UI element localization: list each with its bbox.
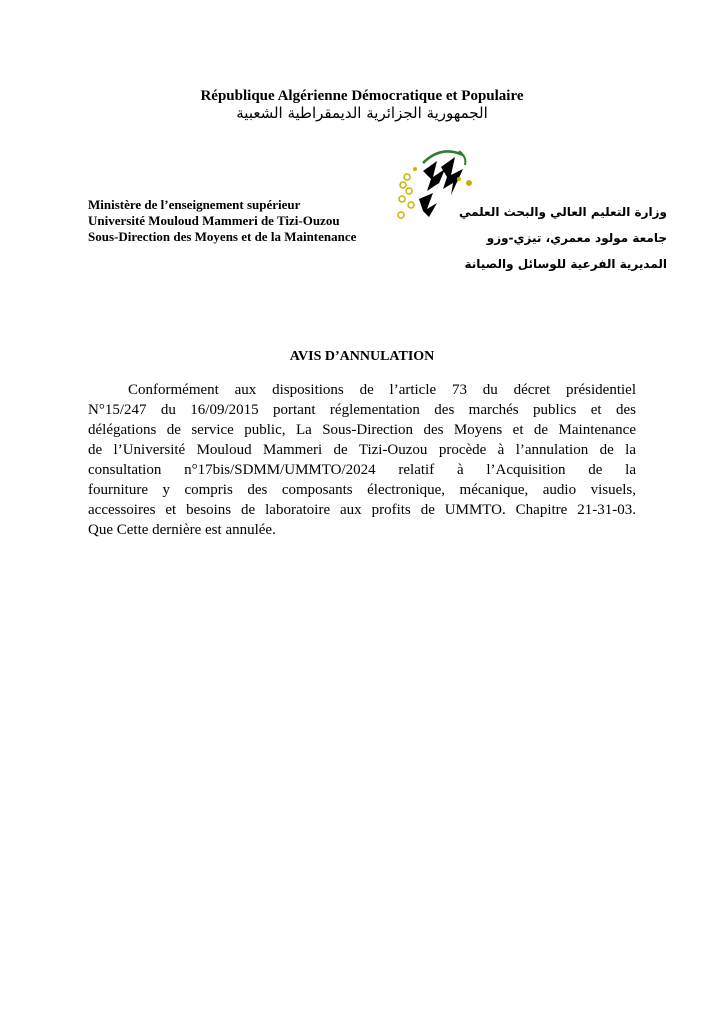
notice-title: AVIS D’ANNULATION bbox=[289, 349, 435, 364]
ministry-name-fr: Ministère de l’enseignement supérieur bbox=[88, 197, 301, 212]
ministry-name-ar: وزارة التعليم العالي والبحث العلمي bbox=[458, 205, 667, 219]
notice-line: délégations de service public, La Sous-Direction des Moyens et de Maintenance bbox=[88, 422, 636, 438]
notice-body bbox=[88, 380, 636, 540]
republic-name-fr: République Algérienne Démocratique et Populaire bbox=[200, 88, 524, 104]
university-name-ar: جامعة مولود معمري، تيزي-وزو bbox=[486, 231, 667, 245]
notice-line: N°15/247 du 16/09/2015 portant réglementation des marchés publics et des bbox=[88, 402, 636, 418]
notice-line: consultation n°17bis/SDMM/UMMTO/2024 relatif à l’Acquisition de la bbox=[88, 462, 636, 478]
republic-name-ar: الجمهورية الجزائرية الديمقراطية الشعبية bbox=[236, 104, 488, 122]
university-name-fr: Université Mouloud Mammeri de Tizi-Ouzou bbox=[88, 213, 340, 228]
subdirection-name-ar: المديرية الفرعية للوسائل والصيانة bbox=[464, 257, 667, 271]
institution-block-ar bbox=[459, 205, 667, 271]
notice-line: de l’Université Mouloud Mammeri de Tizi-Ouzou procède à l’annulation de la bbox=[88, 442, 636, 458]
notice-line: accessoires et besoins de laboratoire aux profits de UMMTO. Chapitre 21-31-03. bbox=[88, 502, 636, 518]
notice-line: Conformément aux dispositions de l’article 73 du décret présidentiel bbox=[128, 382, 636, 398]
notice-line: Que Cette dernière est annulée. bbox=[88, 522, 276, 538]
notice-line: fourniture y compris des composants électronique, mécanique, audio visuels, bbox=[88, 482, 636, 498]
subdirection-name-fr: Sous-Direction des Moyens et de la Maintenance bbox=[88, 229, 357, 244]
institution-block-fr bbox=[88, 197, 356, 245]
